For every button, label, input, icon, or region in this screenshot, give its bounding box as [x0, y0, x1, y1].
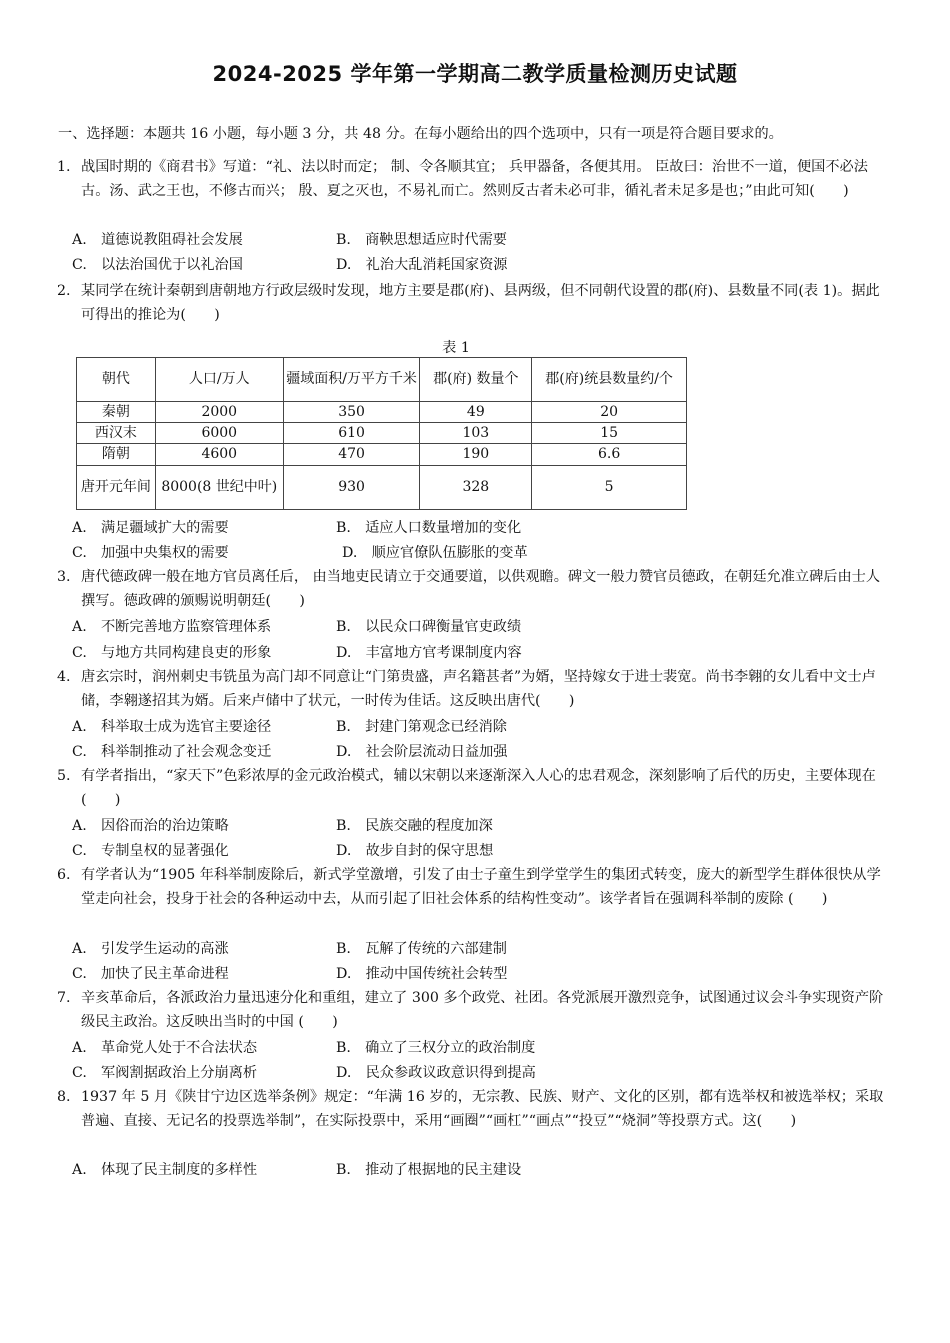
option-d: D. 丰富地方官考课制度内容 [336, 645, 522, 661]
question-8 [57, 1086, 893, 1133]
question-3 [57, 566, 893, 613]
option-c: C. 专制皇权的显著强化 [72, 843, 229, 859]
table-cell: 4600 [155, 444, 283, 466]
question-text: 战国时期的《商君书》写道：“礼、法以时而定； 制、令各顺其宜； 兵甲器备，各便其用。 臣故曰：治世不一道，便国不必法古。汤、武之王也，不修古而兴； 殷、夏之灭也，不易礼而亡。然则反古者未必可非，循礼者未足多是也；”由此可知( ) [81, 159, 868, 199]
table-row [77, 444, 687, 466]
question-1 [57, 156, 893, 203]
table-caption: 表 1 [442, 340, 470, 356]
question-text: 1937 年 5 月《陕甘宁边区选举条例》规定：“年满 16 岁的，无宗教、民族、财产、文化的区别，都有选举权和被选举权；采取普遍、直接、无记名的投票选举制”，在实际投票中，采用“画圈”“画杠”“画点”“投豆”“烧洞”等投票方式。这( ) [81, 1089, 884, 1129]
table-cell: 6.6 [532, 444, 687, 466]
table-row [77, 466, 687, 510]
table-cell: 西汉末 [77, 423, 156, 444]
table-cell: 唐开元年间 [77, 466, 156, 510]
table-cell: 5 [532, 466, 687, 510]
table-header: 人口/万人 [155, 358, 283, 402]
table-cell: 秦朝 [77, 402, 156, 423]
question-5 [57, 765, 893, 812]
option-b: B. 民族交融的程度加深 [336, 818, 493, 834]
option-a: A. 革命党人处于不合法状态 [72, 1040, 258, 1056]
table-cell: 6000 [155, 423, 283, 444]
option-b: B. 确立了三权分立的政治制度 [336, 1040, 536, 1056]
option-b: B. 推动了根据地的民主建设 [336, 1162, 522, 1178]
option-d: D. 故步自封的保守思想 [336, 843, 494, 859]
option-b: B. 适应人口数量增加的变化 [336, 520, 522, 536]
question-number: 4. [57, 669, 71, 685]
question-7 [57, 987, 893, 1034]
option-c: C. 科举制推动了社会观念变迁 [72, 744, 272, 760]
option-c: C. 加快了民主革命进程 [72, 966, 229, 982]
option-a: A. 引发学生运动的高涨 [72, 941, 229, 957]
question-number: 1. [57, 159, 71, 175]
question-text: 辛亥革命后，各派政治力量迅速分化和重组，建立了 300 多个政党、社团。各党派展开激烈竞争，试图通过议会斗争实现资产阶级民主政治。这反映出当时的中国 ( ) [81, 990, 884, 1030]
page-title: 2024-2025 学年第一学期高二教学质量检测历史试题 [212, 62, 738, 86]
option-d: D. 礼治大乱消耗国家资源 [336, 257, 508, 273]
section-instructions: 一、选择题：本题共 16 小题，每小题 3 分，共 48 分。在每小题给出的四个选项中，只有一项是符合题目要求的。 [58, 126, 783, 142]
table-cell: 610 [283, 423, 420, 444]
option-c: C. 军阀割据政治上分崩离析 [72, 1065, 258, 1081]
question-text: 某同学在统计秦朝到唐朝地方行政层级时发现，地方主要是郡(府)、县两级，但不同朝代设置的郡(府)、县数量不同(表 1)。据此可得出的推论为( ) [81, 283, 880, 323]
table-cell: 190 [420, 444, 532, 466]
question-text: 唐玄宗时，润州刺史韦铣虽为高门却不同意让“门第贵盛，声名籍甚者”为婿，坚持嫁女于进士裴宽。尚书李翱的女儿看中文士卢储，李翱遂招其为婿。后来卢储中了状元，一时传为佳话。这反映出唐代( ) [81, 669, 876, 709]
table-cell: 2000 [155, 402, 283, 423]
question-number: 2. [57, 283, 71, 299]
table-cell: 930 [283, 466, 420, 510]
option-a: A. 道德说教阻碍社会发展 [72, 232, 243, 248]
table-cell: 20 [532, 402, 687, 423]
option-b: B. 瓦解了传统的六部建制 [336, 941, 507, 957]
question-number: 3. [57, 569, 71, 585]
option-b: B. 商鞅思想适应时代需要 [336, 232, 507, 248]
table-cell: 350 [283, 402, 420, 423]
option-b: B. 以民众口碑衡量官吏政绩 [336, 619, 522, 635]
option-b: B. 封建门第观念已经消除 [336, 719, 507, 735]
table-cell: 103 [420, 423, 532, 444]
option-c: C. 与地方共同构建良吏的形象 [72, 645, 272, 661]
question-text: 唐代德政碑一般在地方官员离任后， 由当地吏民请立于交通要道，以供观瞻。碑文一般力赞官员德政，在朝廷允准立碑后由士人撰写。德政碑的颁赐说明朝廷( ) [81, 569, 881, 609]
question-number: 8. [57, 1089, 71, 1105]
table-cell: 49 [420, 402, 532, 423]
table-header: 疆域面积/万平方千米 [283, 358, 420, 402]
option-c: C. 加强中央集权的需要 [72, 545, 229, 561]
data-table [76, 357, 687, 510]
table-cell: 隋朝 [77, 444, 156, 466]
question-number: 5. [57, 768, 71, 784]
question-6 [57, 864, 893, 911]
option-d: D. 社会阶层流动日益加强 [336, 744, 508, 760]
table-cell: 470 [283, 444, 420, 466]
question-4 [57, 666, 893, 713]
question-number: 7. [57, 990, 71, 1006]
option-a: A. 不断完善地方监察管理体系 [72, 619, 272, 635]
table-cell: 328 [420, 466, 532, 510]
question-number: 6. [57, 867, 71, 883]
table-header: 郡(府) 数量个 [420, 358, 532, 402]
option-a: A. 科举取士成为选官主要途径 [72, 719, 272, 735]
option-a: A. 满足疆域扩大的需要 [72, 520, 229, 536]
option-a: A. 体现了民主制度的多样性 [72, 1162, 258, 1178]
table-cell: 8000(8 世纪中叶) [155, 466, 283, 510]
question-2 [57, 280, 893, 327]
question-text: 有学者认为“1905 年科举制废除后，新式学堂激增，引发了由士子童生到学堂学生的集团式转变，庞大的新型学生群体很快从学堂走向社会，投身于社会的各种运动中去，从而引起了旧社会体系的结构性变动”。该学者旨在强调科举制的废除 ( ) [81, 867, 881, 907]
question-text: 有学者指出，“家天下”色彩浓厚的金元政治模式，辅以宋朝以来逐渐深入人心的忠君观念，深刻影响了后代的历史，主要体现在( ) [81, 768, 876, 808]
table-cell: 15 [532, 423, 687, 444]
option-d: D. 顺应官僚队伍膨胀的变革 [342, 545, 528, 561]
option-c: C. 以法治国优于以礼治国 [72, 257, 243, 273]
table-header: 朝代 [77, 358, 156, 402]
option-d: D. 民众参政议政意识得到提高 [336, 1065, 536, 1081]
table-header: 郡(府)统县数量约/个 [532, 358, 687, 402]
table-row [77, 423, 687, 444]
option-d: D. 推动中国传统社会转型 [336, 966, 508, 982]
option-a: A. 因俗而治的治边策略 [72, 818, 229, 834]
table-header-row [77, 358, 687, 402]
table-row [77, 402, 687, 423]
